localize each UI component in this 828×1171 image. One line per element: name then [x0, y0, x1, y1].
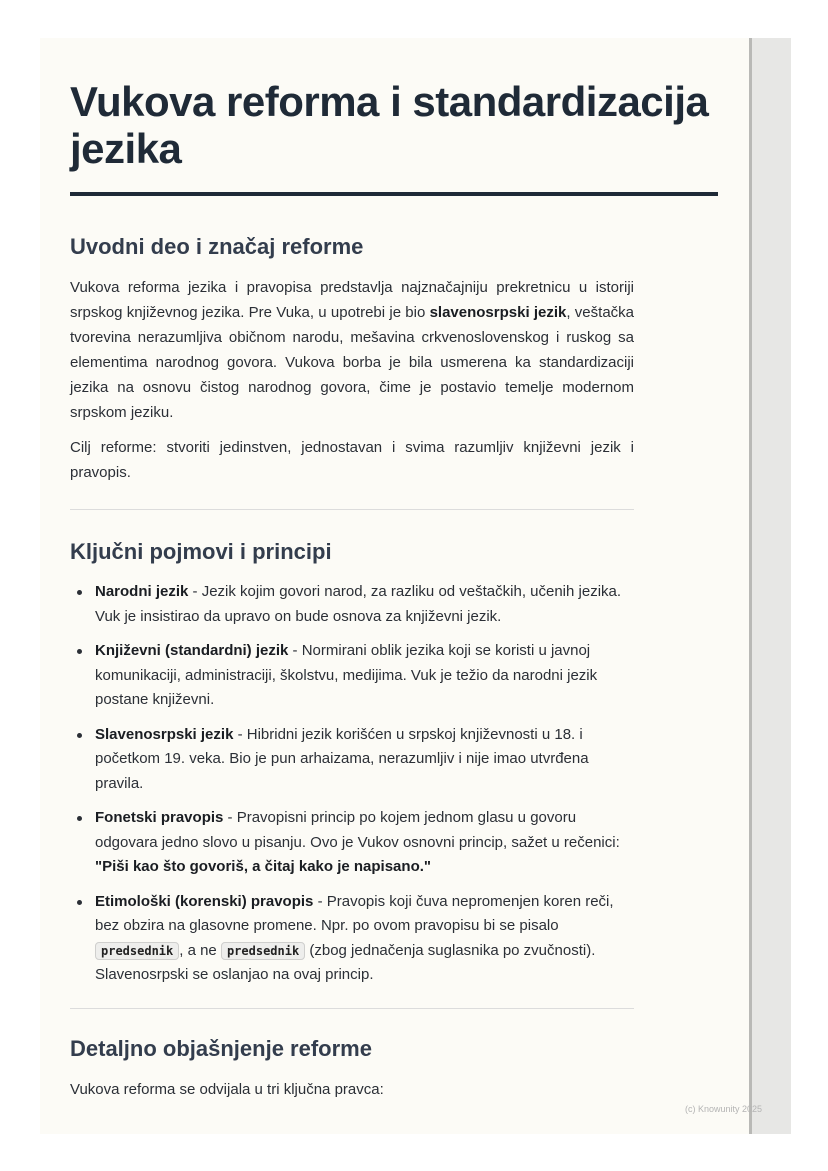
page-title: Vukova reforma i standardizacija jezika: [70, 78, 709, 172]
list-item-text: (zbog jednačenja suglasnika po zvučnosti). Slavenosrpski se oslanjao na ovaj princip.: [95, 941, 596, 983]
scrollbar[interactable]: [749, 38, 791, 1134]
list-item-text: - Hibridni jezik korišćen u srpskoj književnosti u 18. i početkom 19. veka. Bio je pun arhaizama, nerazumljiv i nije imao utvrđena pravila.: [95, 725, 589, 792]
list-item: [95, 723, 634, 797]
list-item-quote: "Piši kao što govoriš, a čitaj kako je napisano.": [95, 858, 432, 875]
list-item-term: Narodni jezik: [95, 583, 189, 600]
list-item-term: Etimološki (korenski) pravopis: [95, 892, 314, 910]
details-paragraph-1: Vukova reforma se odvijala u tri ključna pravca:: [70, 1080, 384, 1098]
content-column: [70, 233, 634, 1102]
bold-term: slavenosrpski jezik: [429, 304, 567, 321]
list-item-text: - Pravopisni princip po kojem jednom glasu u govoru odgovara jedno slovo u pisanju. Ovo je Vukov osnovni princip, sažet u rečenici:: [95, 809, 620, 851]
section-heading-intro: Uvodni deo i značaj reforme: [70, 234, 364, 259]
intro-paragraph-1: [70, 275, 634, 425]
list-item: [95, 890, 634, 988]
code-example: predsednik: [221, 942, 305, 960]
list-item-text: - Normirani oblik jezika koji se koristi u javnoj komunikaciji, administraciji, školstvu, medijima. Vuk je težio da narodni jezik postane književni.: [95, 642, 598, 708]
code-example: predsednik: [95, 942, 179, 960]
section-heading-details: Detaljno objašnjenje reforme: [70, 1035, 372, 1061]
text-run: Vukova reforma jezika i pravopisa predstavlja najznačajniju prekretnicu u istoriji srpskog književnog jezika. Pre Vuka, u upotrebi je bio: [70, 279, 634, 321]
section-divider: [70, 1008, 634, 1009]
list-item-term: Književni (standardni) jezik: [95, 642, 289, 659]
list-item-term: Fonetski pravopis: [95, 809, 224, 826]
list-item: [95, 580, 634, 629]
watermark: (c) Knowunity 2025: [685, 1104, 763, 1114]
document-page: [40, 38, 749, 1134]
section-heading-concepts: Ključni pojmovi i principi: [70, 539, 332, 564]
list-item-text: , a ne: [179, 941, 221, 959]
list-item: [95, 806, 634, 880]
list-item-text: - Pravopis koji čuva nepromenjen koren reči, bez obzira na glasovne promene. Npr. po ovom pravopisu bi se pisalo: [95, 892, 614, 934]
title-divider: [70, 192, 718, 196]
concepts-list: [70, 580, 634, 988]
list-item-term: Slavenosrpski jezik: [95, 725, 234, 743]
text-run: , veštačka tvorevina nerazumljiva običnom narodu, mešavina crkvenoslovenskog i ruskog sa elementima narodnog govora. Vukova borba je bila usmerena ka standardizaciji jezika na osnovu čistog narodnog govora, čime je postavio temelje modernom srpskom jeziku.: [70, 304, 635, 421]
list-item-text: - Jezik kojim govori narod, za razliku od veštačkih, učenih jezika. Vuk je insistirao da upravo on bude osnova za književni jezik.: [95, 583, 622, 625]
list-item: [95, 639, 634, 713]
intro-paragraph-2: Cilj reforme: stvoriti jedinstven, jednostavan i svima razumljiv književni jezik i pravopis.: [70, 439, 634, 481]
section-divider: [70, 509, 634, 510]
